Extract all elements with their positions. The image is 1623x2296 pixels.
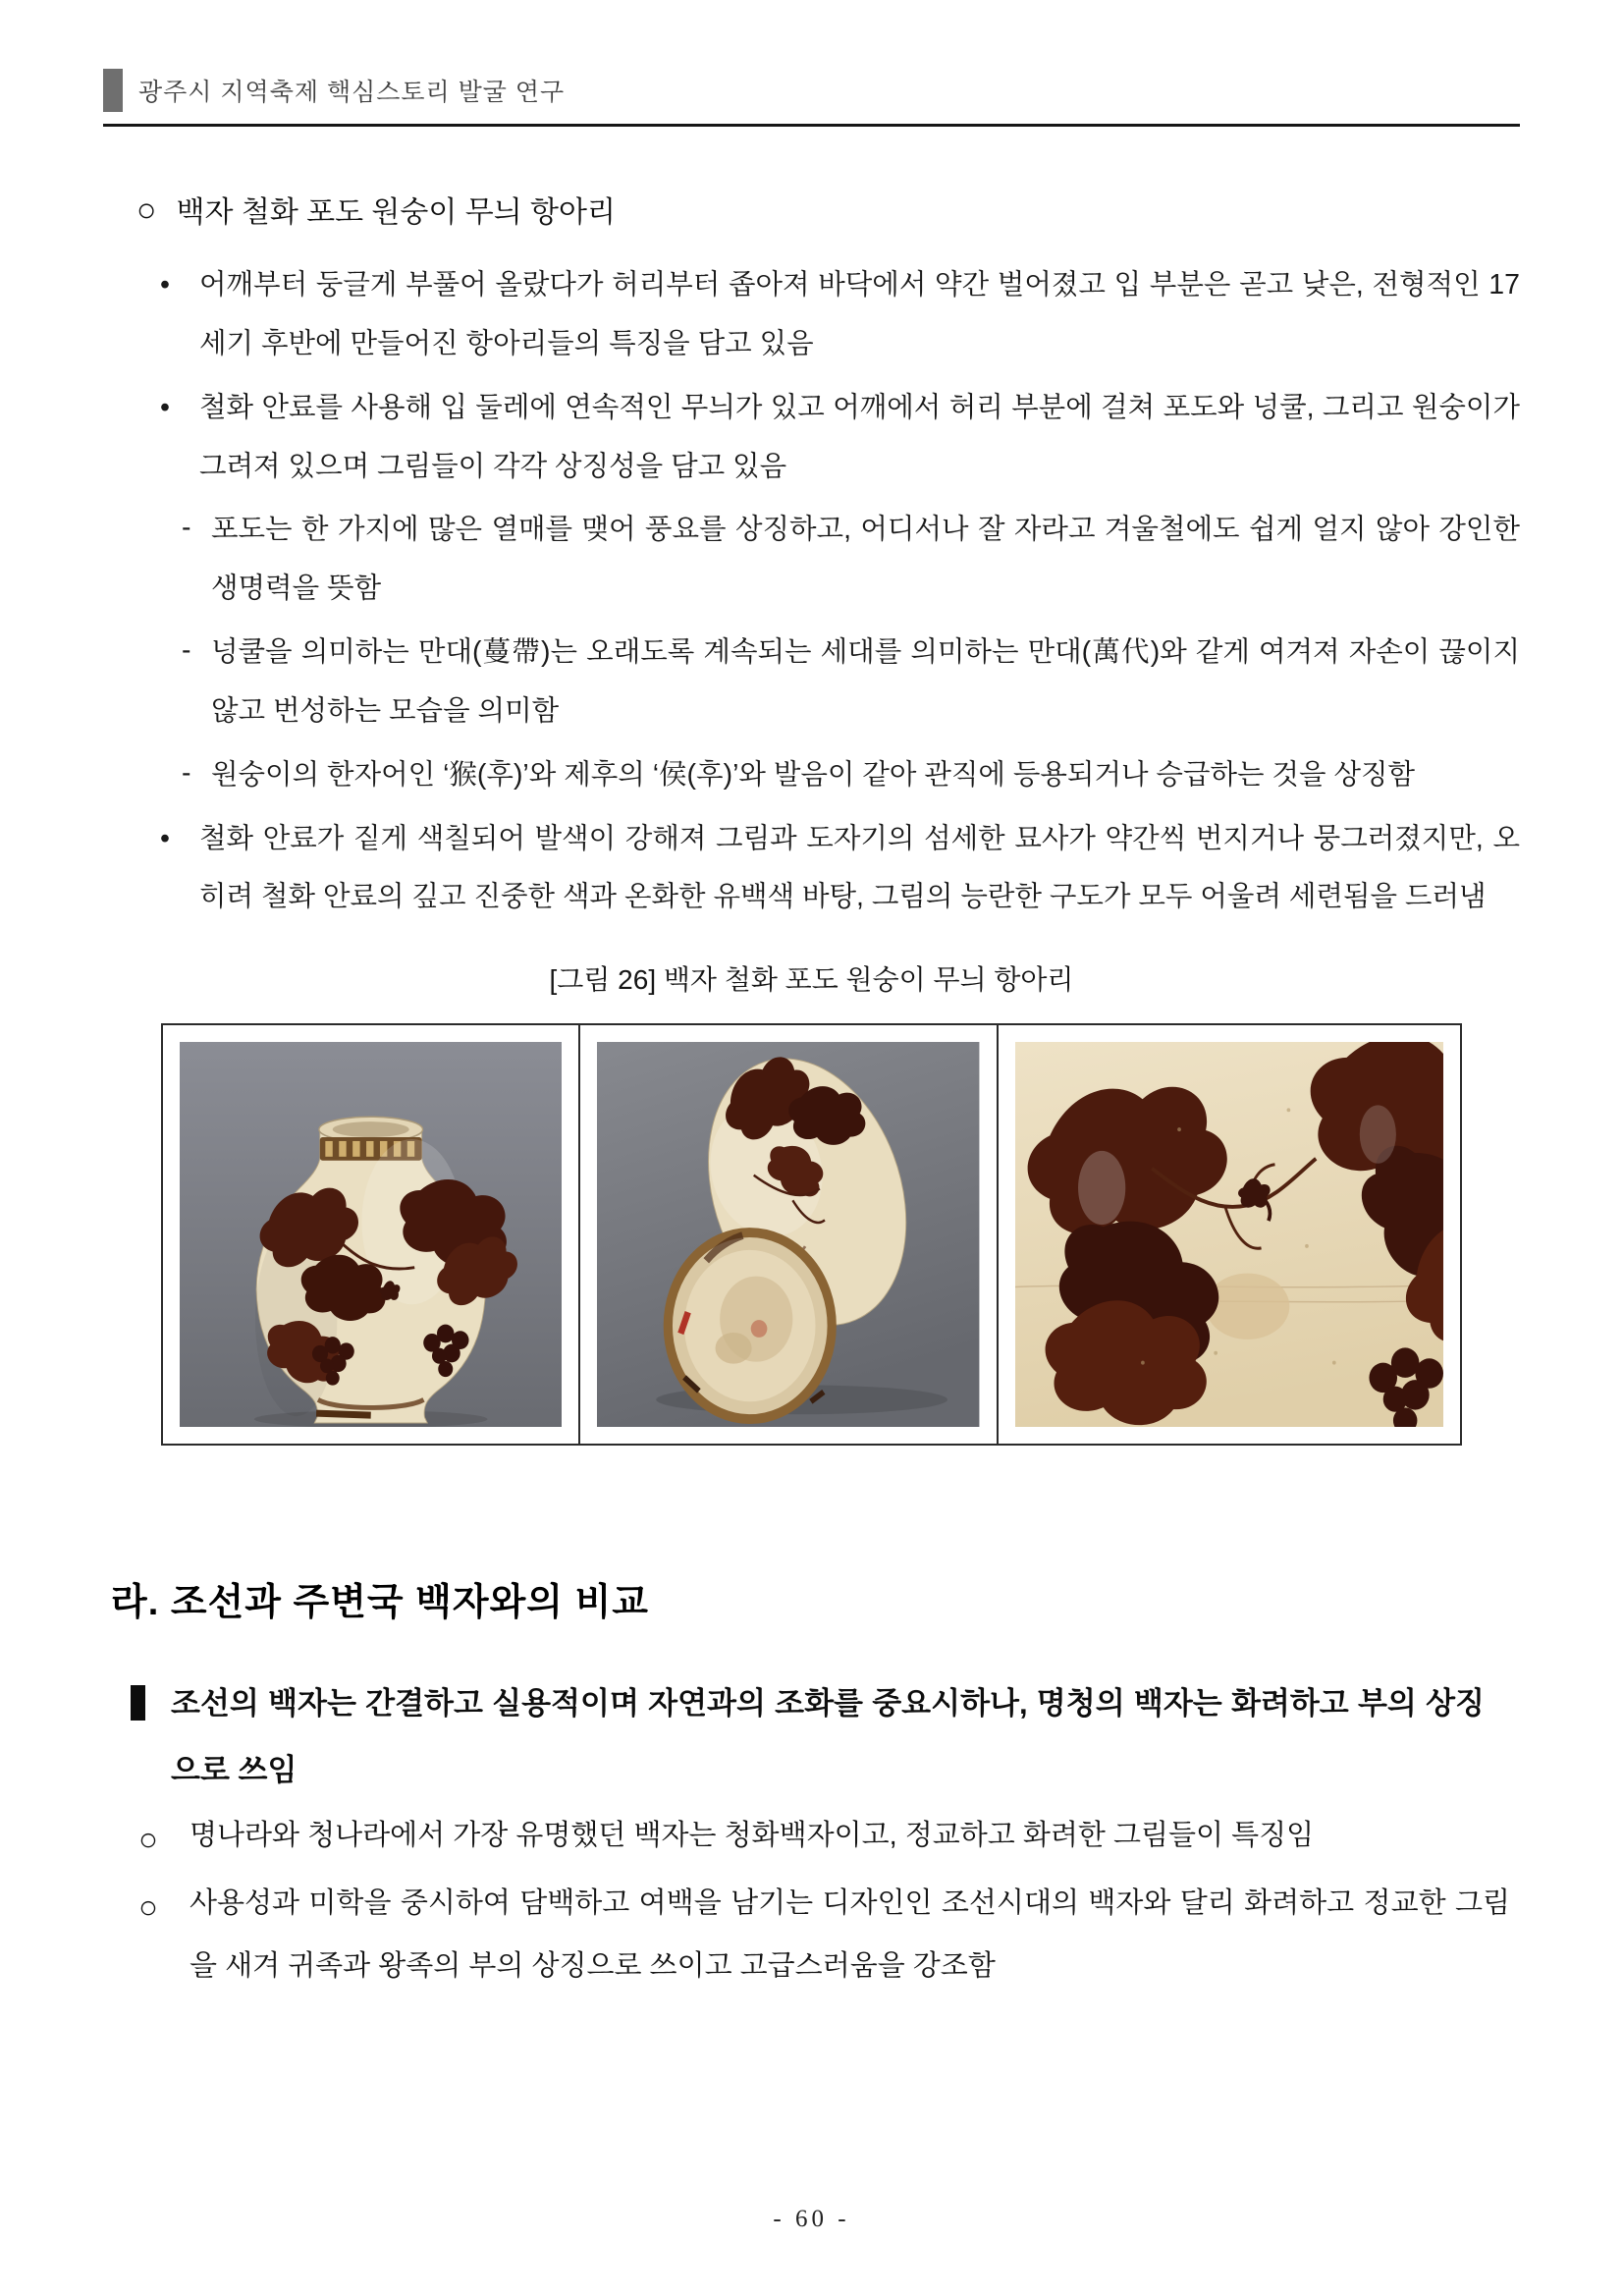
jar-painting-detail-photo	[1015, 1042, 1443, 1427]
dash-icon: -	[182, 634, 191, 667]
figure-image-grid	[161, 1023, 1462, 1446]
jar-upright-photo	[180, 1042, 562, 1427]
list-item	[160, 256, 1520, 374]
dash-icon: -	[182, 512, 191, 544]
page-footer	[0, 2206, 1623, 2233]
running-head-title: 광주시 지역축제 핵심스토리 발굴 연구	[138, 79, 566, 106]
list-item	[182, 624, 1520, 741]
figure-caption: [그림 26] 백자 철화 포도 원숭이 무늬 항아리	[549, 964, 1074, 996]
compare-item	[138, 1805, 1510, 1868]
list-item-text: 포도는 한 가지에 많은 열매를 맺어 풍요를 상징하고, 어디서나 잘 자라고 겨울철에도 쉽게 얼지 않아 강인한 생명력을 뜻함	[211, 514, 1520, 605]
jar-section-heading	[136, 188, 1520, 231]
bullet-icon: •	[160, 822, 170, 854]
jar-bullet-list	[103, 256, 1520, 927]
list-item	[160, 379, 1520, 497]
list-item	[182, 746, 1520, 805]
header-bar-icon	[103, 69, 123, 112]
list-item-text: 원숭이의 한자어인 ‘猴(후)’와 제후의 ‘侯(후)’와 발음이 같아 관직에 등용되거나 승급하는 것을 상징함	[211, 758, 1416, 791]
figure-cell-3	[999, 1025, 1460, 1444]
circle-marker-icon: ○	[136, 191, 157, 229]
list-item	[182, 501, 1520, 619]
bullet-icon: •	[160, 391, 170, 423]
list-item-text: 넝쿨을 의미하는 만대(蔓帶)는 오래도록 계속되는 세대를 의미하는 만대(萬代)와 같게 여겨져 자손이 끊이지 않고 번성하는 모습을 의미함	[211, 636, 1520, 727]
compare-lead-statement	[131, 1670, 1485, 1804]
jar-on-side-base-photo	[597, 1042, 979, 1427]
compare-item	[138, 1873, 1510, 1998]
circle-marker-icon: ○	[138, 1820, 158, 1857]
jar-section-heading-text: 백자 철화 포도 원숭이 무늬 항아리	[176, 196, 616, 229]
list-item-text: 철화 안료를 사용해 입 둘레에 연속적인 무늬가 있고 어깨에서 허리 부분에 걸쳐 포도와 넝쿨, 그리고 원숭이가 그려져 있으며 그림들이 각각 상징성을 담고 있음	[199, 391, 1520, 482]
circle-marker-icon: ○	[138, 1888, 158, 1926]
compare-section-heading: 라. 조선과 주변국 백자와의 비교	[111, 1582, 649, 1624]
compare-item-text: 사용성과 미학을 중시하여 담백하고 여백을 남기는 디자인인 조선시대의 백자와 달리 화려하고 정교한 그림을 새겨 귀족과 왕족의 부의 상징으로 쓰이고 고급스러움을 강조함	[189, 1887, 1510, 1983]
dash-icon: -	[182, 756, 191, 789]
compare-item-text: 명나라와 청나라에서 가장 유명했던 백자는 청화백자이고, 정교하고 화려한 그림들이 특징임	[189, 1819, 1315, 1851]
figure-cell-1	[163, 1025, 580, 1444]
figure-cell-2	[580, 1025, 998, 1444]
list-item-text: 철화 안료가 짙게 색칠되어 발색이 강해져 그림과 도자기의 섬세한 묘사가 약간씩 번지거나 뭉그러졌지만, 오히려 철화 안료의 깊고 진중한 색과 온화한 유백색 바탕, 그림의 능란한 구도가 모두 어울려 세련됨을 드러냄	[199, 822, 1520, 913]
square-bullet-icon	[131, 1685, 145, 1721]
compare-lead-text: 조선의 백자는 간결하고 실용적이며 자연과의 조화를 중요시하나, 명청의 백자는 화려하고 부의 상징으로 쓰임	[171, 1686, 1485, 1788]
list-item-text: 어깨부터 둥글게 부풀어 올랐다가 허리부터 좁아져 바닥에서 약간 벌어졌고 입 부분은 곧고 낮은, 전형적인 17세기 후반에 만들어진 항아리들의 특징을 담고 있음	[199, 269, 1520, 359]
page-number: - 60 -	[773, 2206, 850, 2232]
page-header	[103, 69, 1520, 127]
bullet-icon: •	[160, 269, 170, 301]
page-body	[103, 188, 1520, 1998]
list-item	[160, 810, 1520, 928]
